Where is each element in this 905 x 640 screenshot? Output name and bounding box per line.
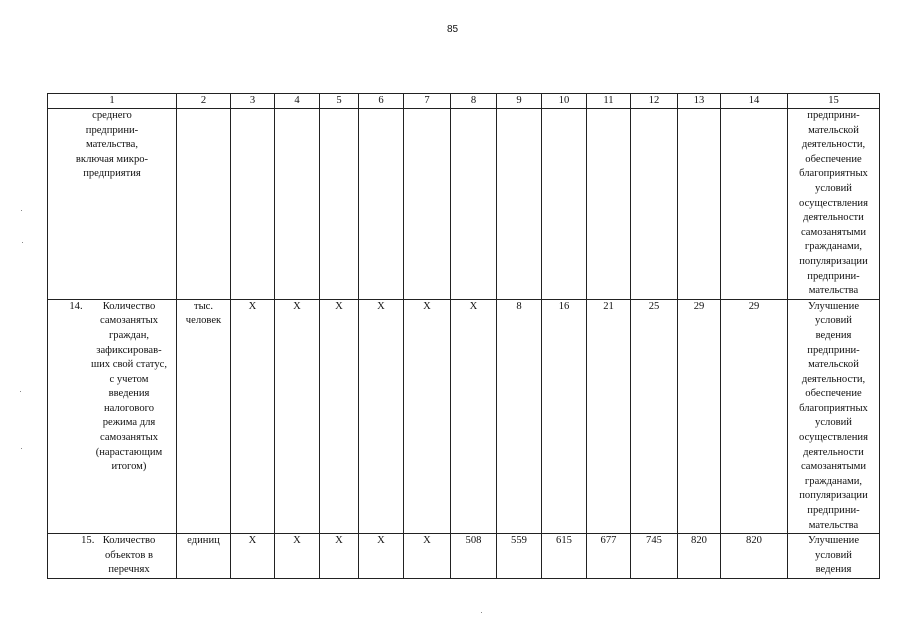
note-line: мательской	[808, 359, 859, 371]
indicator-name-line: Количество	[102, 300, 156, 312]
table-row	[48, 534, 880, 579]
indicator-name	[50, 109, 174, 182]
column-header: 3	[231, 94, 275, 109]
note-line: предприни-	[807, 505, 860, 517]
value-cell: X	[231, 534, 275, 579]
indicator-name	[91, 300, 167, 475]
scan-speck	[21, 210, 22, 211]
table-row	[48, 299, 880, 534]
row-number: 14.	[69, 300, 83, 312]
row-number: 15.	[81, 535, 95, 547]
note-line: самозанятыми	[800, 226, 867, 238]
indicator-name-line: предприятия	[83, 168, 141, 180]
column-header: 13	[678, 94, 721, 109]
indicator-name-line: самозанятых	[99, 315, 158, 327]
value-cell: 29	[678, 299, 721, 534]
scan-speck	[481, 612, 482, 613]
unit-cell	[177, 299, 231, 534]
column-header: 7	[404, 94, 451, 109]
note-line: предприни-	[807, 344, 860, 356]
column-header: 12	[631, 94, 678, 109]
column-header: 8	[451, 94, 497, 109]
note-line: деятельности	[803, 446, 864, 458]
note-cell	[788, 299, 880, 534]
value-cell: 677	[587, 534, 631, 579]
indicator-name-line: (нарастающим	[95, 446, 163, 458]
indicator-name-line: предприни-	[85, 124, 139, 136]
note-line: благоприятных	[799, 168, 868, 180]
note-line: мательства	[808, 519, 859, 531]
value-cell: X	[404, 299, 451, 534]
scan-speck	[22, 242, 23, 243]
page-number: 85	[446, 24, 459, 35]
value-cell: 615	[542, 534, 587, 579]
note-line: условий	[815, 549, 852, 561]
indicator-name-line: режима для	[102, 417, 156, 429]
note-line: популяризации	[799, 255, 868, 267]
note-line: предприни-	[807, 270, 860, 282]
value-cell: 745	[631, 534, 678, 579]
note-cell	[788, 534, 880, 579]
indicator-name-line: зафиксировав-	[96, 344, 162, 356]
column-header: 1	[48, 94, 177, 109]
value-cell: 820	[721, 534, 788, 579]
note-line: мательской	[808, 124, 859, 136]
indicator-name-line: итогом)	[111, 461, 147, 473]
column-header: 14	[721, 94, 788, 109]
value-cell: X	[275, 534, 320, 579]
indicator-name-line: с учетом	[109, 373, 149, 385]
value-cell: 508	[451, 534, 497, 579]
column-header: 10	[542, 94, 587, 109]
indicator-name-line: граждан,	[108, 329, 150, 341]
note-line: гражданами,	[804, 475, 863, 487]
indicator-name-line: среднего	[92, 110, 132, 121]
table-header-row	[48, 94, 880, 109]
value-cell: X	[320, 299, 359, 534]
value-cell	[275, 109, 320, 300]
indicator-name-line: ших свой статус,	[90, 359, 168, 371]
value-cell	[359, 109, 404, 300]
note-line: благоприятных	[799, 402, 868, 414]
indicator-name-line: самозанятых	[99, 432, 158, 444]
column-header: 15	[788, 94, 880, 109]
value-cell: X	[359, 299, 404, 534]
value-cell: 820	[678, 534, 721, 579]
note-line: обеспечение	[805, 388, 862, 400]
indicator-name-line: перечнях	[108, 564, 150, 576]
note-line: ведения	[815, 329, 852, 341]
note-line: условий	[815, 417, 852, 429]
value-cell	[678, 109, 721, 300]
scan-speck	[20, 391, 21, 392]
indicator-name-line: мательства,	[85, 139, 139, 151]
scan-speck	[21, 448, 22, 449]
indicator-name-line: налогового	[103, 402, 154, 414]
value-cell	[320, 109, 359, 300]
value-cell: 8	[497, 299, 542, 534]
note-line: Улучшение	[807, 300, 860, 312]
value-cell	[721, 109, 788, 300]
value-cell: X	[231, 299, 275, 534]
indicator-name-line: введения	[108, 388, 150, 400]
column-header: 5	[320, 94, 359, 109]
value-cell	[631, 109, 678, 300]
indicators-table	[47, 93, 880, 579]
note-line: Улучшение	[807, 535, 860, 547]
note-line: самозанятыми	[800, 461, 867, 473]
unit-line: единиц	[187, 535, 220, 547]
indicator-name-line: включая микро-	[75, 153, 149, 165]
note-cell	[788, 109, 880, 300]
column-header: 6	[359, 94, 404, 109]
indicator-name-cell	[48, 109, 177, 300]
unit-line: человек	[185, 315, 222, 327]
column-header: 2	[177, 94, 231, 109]
note-line: популяризации	[799, 490, 868, 502]
note-line: условий	[815, 182, 852, 194]
value-cell: X	[451, 299, 497, 534]
unit-cell	[177, 534, 231, 579]
column-header: 9	[497, 94, 542, 109]
note-line: предприни-	[807, 110, 860, 121]
note-line: ведения	[815, 564, 852, 576]
value-cell	[451, 109, 497, 300]
value-cell	[587, 109, 631, 300]
note-line: гражданами,	[804, 241, 863, 253]
value-cell: 16	[542, 299, 587, 534]
unit-line: тыс.	[193, 300, 214, 312]
note-line: мательства	[808, 285, 859, 297]
value-cell: X	[320, 534, 359, 579]
value-cell: 25	[631, 299, 678, 534]
note-line: условий	[815, 315, 852, 327]
indicator-name-line: Количество	[102, 535, 156, 547]
indicator-name-line: объектов в	[104, 549, 154, 561]
value-cell	[231, 109, 275, 300]
unit-cell	[177, 109, 231, 300]
indicator-name	[103, 534, 156, 578]
value-cell: 21	[587, 299, 631, 534]
column-header: 11	[587, 94, 631, 109]
value-cell: X	[359, 534, 404, 579]
table-row	[48, 109, 880, 300]
note-line: деятельности	[803, 212, 864, 224]
value-cell: 559	[497, 534, 542, 579]
value-cell: X	[275, 299, 320, 534]
value-cell	[404, 109, 451, 300]
value-cell	[497, 109, 542, 300]
value-cell	[542, 109, 587, 300]
note-line: осуществления	[799, 197, 868, 209]
indicator-name-cell	[48, 299, 177, 534]
note-line: деятельности,	[801, 139, 866, 151]
note-line: осуществления	[799, 432, 868, 444]
indicator-name-cell	[48, 534, 177, 579]
value-cell: X	[404, 534, 451, 579]
note-line: деятельности,	[801, 373, 866, 385]
note-line: обеспечение	[805, 153, 862, 165]
value-cell: 29	[721, 299, 788, 534]
column-header: 4	[275, 94, 320, 109]
